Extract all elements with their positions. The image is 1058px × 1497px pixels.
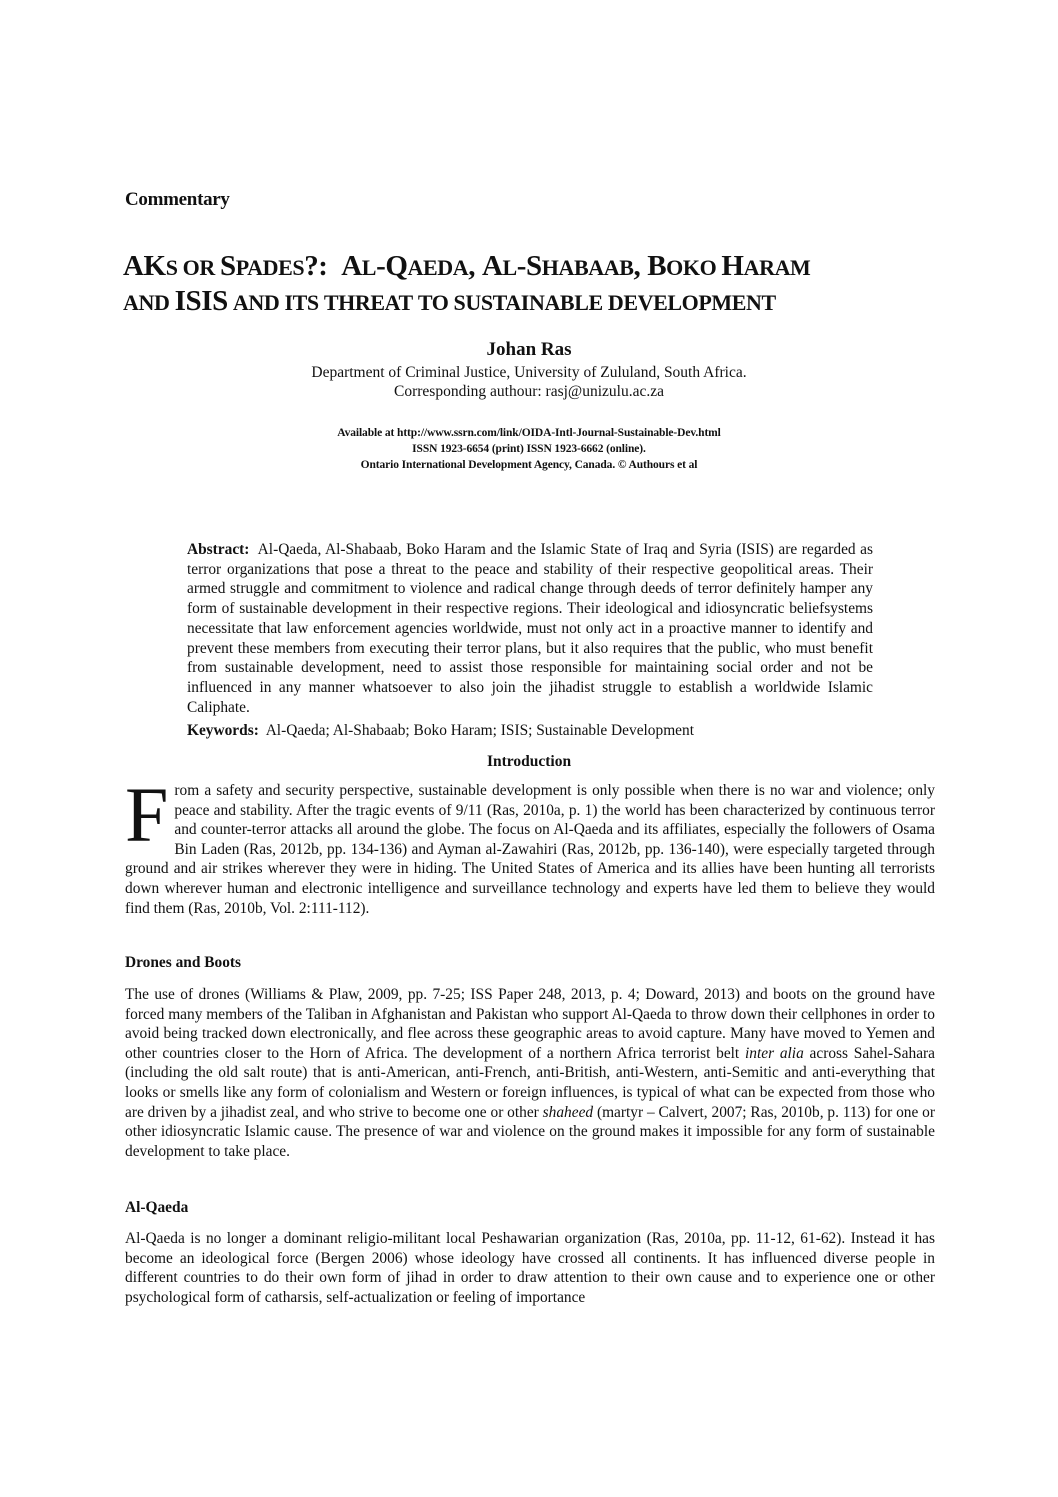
title-segment: AND [123, 290, 175, 315]
al-qaeda-text: Al-Qaeda is no longer a dominant religio-militant local Peshawarian organization (Ras, 2010a, pp. 11-12, 61-62). Instead it has become an ideological force (Bergen 2006) whose ideology have crossed all continents. It has influenced diverse people in different countries to do their own form of jihad in order to draw attention to their own cause and to experience one or other psychological form of catharsis, self-actualization or feeling of importance [125, 1230, 935, 1306]
keywords [187, 721, 873, 741]
drones-heading: Drones and Boots [125, 954, 242, 971]
keywords-text: Al-Qaeda; Al-Shabaab; Boko Haram; ISIS; Sustainable Development [265, 722, 694, 739]
availability-link[interactable]: Available at http://www.ssrn.com/link/OIDA-Intl-Journal-Sustainable-Dev.html [337, 427, 721, 439]
drones-text-3: (martyr – Calvert, 2007; Ras, 2010b, p. 113) for one or other idiosyncratic Islamic cause. The presence of war and violence on the ground makes it impossible for any form of sustainable development to take place. [125, 1103, 935, 1160]
drop-cap: F [125, 771, 169, 858]
title-segment: AEDA [407, 255, 469, 280]
drones-text-2: across Sahel-Sahara (including the old salt route) that is anti-American, anti-French, anti-British, anti-Western, anti-Semitic and anti-everything that looks or smells like any form of colonialism and Western or foreign influences, is typical of what can be expected from those who are driven by a jihadist zeal, and who strive to become one or other [125, 1044, 935, 1121]
author-affiliation: Department of Criminal Justice, University of Zululand, South Africa. [311, 364, 747, 381]
drones-italic-2: shaheed [542, 1103, 594, 1121]
drones-paragraph [125, 985, 935, 1161]
abstract-label: Abstract: [187, 541, 250, 558]
title-segment: OKO [666, 255, 722, 280]
paper-title-line-2 [123, 284, 939, 320]
keywords-label: Keywords: [187, 722, 259, 739]
issn-info: ISSN 1923-6654 (print) ISSN 1923-6662 (online). [412, 443, 646, 455]
title-segment: L [502, 255, 517, 280]
corresponding-author: Corresponding authour: rasj@unizulu.ac.za [394, 383, 664, 400]
publication-info [0, 425, 1058, 473]
al-qaeda-heading: Al-Qaeda [125, 1199, 189, 1216]
title-segment: -S [516, 250, 542, 282]
title-segment: AND ITS THREAT TO SUSTAINABLE DEVELOPMENT [227, 290, 776, 315]
introduction-text: rom a safety and security perspective, sustainable development is only possible when there is no war and violence; only peace and stability. After the tragic events of 9/11 (Ras, 2010a, p. 1) the world has been characterized by continuous terror and counter-terror attacks all around the globe. The focus on Al-Qaeda and its affiliates, especially the followers of Osama Bin Laden (Ras, 2012b, pp. 134-136) and Ayman al-Zawahiri (Ras, 2012b, pp. 136-140), were especially targeted through ground and air strikes wherever they were in hiding. The United States of America and its allies have been hunting all terrorists down wherever human and electronic intelligence and surveillance technology and experts have led them to believe they would find them (Ras, 2010b, Vol. 2:111-112). [125, 782, 935, 917]
drones-text-1: The use of drones (Williams & Plaw, 2009, pp. 7-25; ISS Paper 248, 2013, p. 4; Doward, 2013) and boots on the ground have forced many members of the Taliban in Afghanistan and Pakistan who support Al-Qaeda to throw down their cellphones in order to avoid being tracked down electronically, and flee across these geographic areas to avoid capture. Many have moved to Yemen and other countries closer to the Horn of Africa. The development of a northern Africa terrorist belt [125, 986, 935, 1062]
drones-italic-1: inter alia [744, 1044, 804, 1062]
paper-title-line-1 [123, 249, 939, 285]
introduction-heading: Introduction [486, 753, 572, 770]
section-label: Commentary [125, 189, 230, 210]
title-segment: H [721, 250, 744, 282]
title-segment: ISIS [174, 285, 228, 317]
title-segment: S [219, 250, 236, 282]
title-segment: , A [468, 250, 503, 282]
author-affiliation-block [0, 363, 1058, 401]
abstract-text: Al-Qaeda, Al-Shabaab, Boko Haram and the Islamic State of Iraq and Syria (ISIS) are regarded as terror organizations that pose a threat to the peace and stability of their respective geopolitical areas. Their armed struggle and commitment to violence and radical change through deeds of terror definitely hamper any form of sustainable development in their respective regions. Their ideological and idiosyncratic beliefsystems necessitate that law enforcement agencies worldwide, must not only act in a proactive manner to identify and prevent these members from executing their terror plans, but it also requires that the public, who must benefit from sustainable development, need to assist those responsible for maintaining social order and not be influenced in any manner whatsoever to also join the jihadist struggle to establish a worldwide Islamic Caliphate. [187, 541, 873, 716]
title-segment: -Q [376, 250, 408, 282]
al-qaeda-paragraph [125, 1229, 935, 1307]
title-segment: HABAAB [541, 255, 634, 280]
title-segment: S OR [165, 255, 220, 280]
title-segment: , B [633, 250, 667, 282]
title-segment: ?: A [304, 250, 362, 282]
title-segment: L [361, 255, 377, 280]
introduction-paragraph [125, 771, 935, 918]
author-name: Johan Ras [486, 339, 572, 360]
title-segment: ARAM [743, 255, 811, 280]
title-segment: PADES [235, 255, 305, 280]
abstract [187, 540, 873, 717]
publisher-info: Ontario International Development Agency, Canada. © Authours et al [360, 459, 698, 471]
title-segment: AK [123, 250, 166, 282]
